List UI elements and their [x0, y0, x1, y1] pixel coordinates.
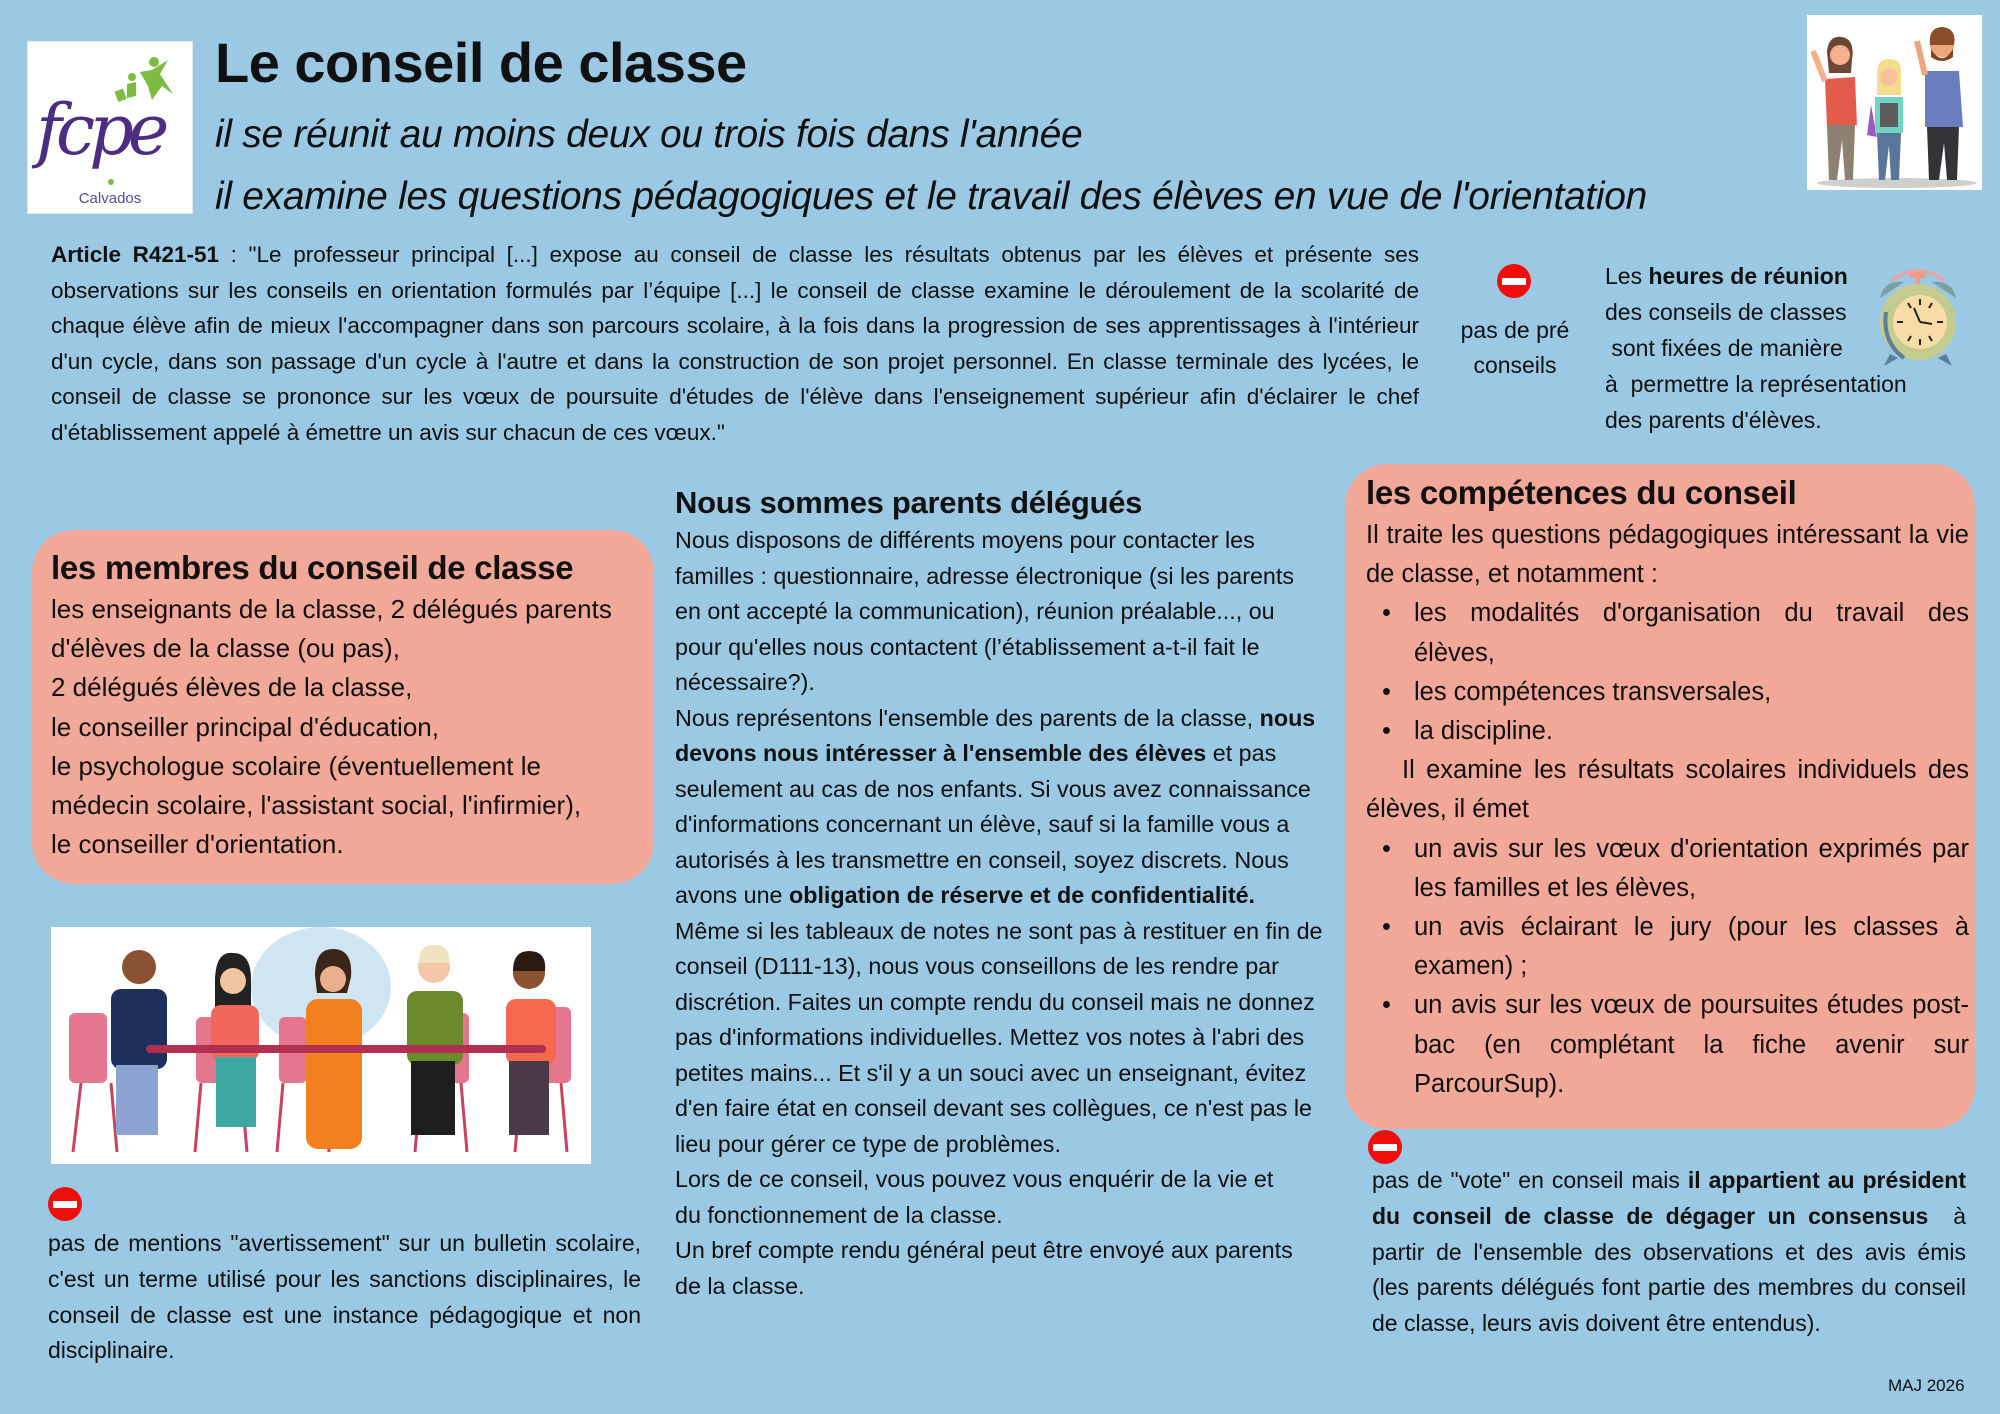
meeting-hours-line: des conseils de classes	[1605, 299, 1847, 325]
subtitle-frequency: il se réunit au moins deux ou trois fois dans l'année	[215, 113, 1083, 156]
article-r421-51-quote	[51, 237, 1419, 451]
council-members-title: les membres du conseil de classe	[51, 549, 574, 586]
parent-delegates-section	[675, 483, 1325, 1304]
council-members-list	[51, 590, 640, 864]
paragraph-class-life: Lors de ce conseil, vous pouvez vous enquérir de la vie et du fonctionnement de la classe.	[675, 1166, 1274, 1228]
paragraph-report: Un bref compte rendu général peut être envoyé aux parents de la classe.	[675, 1237, 1293, 1299]
text: Même si les tableaux de notes ne sont pas à restituer en fin de conseil (D111-13), nous vous conseillons de les rendre par discrétion. Faites un compte rendu du conseil mais ne donnez pas d'informations individuelles. Mettez vos notes à l'abri des petites mains... Et s'il y a un souci avec un enseignant, évitez d'en faire état en conseil devant ses collègues, ce n'est pas le lieu pour gérer ce type de problèmes.	[675, 917, 1323, 1157]
no-pre-council-note	[1445, 313, 1585, 383]
note-line: pas de pré	[1460, 317, 1570, 343]
text: et pas seulement au cas de nos enfants. Si vous avez connaissance d'informations concernant un élève, sauf si la famille vous a autorisés à les transmettre en conseil, soyez discrets. Nous avons une	[675, 740, 1311, 908]
no-entry-icon	[1368, 1130, 1402, 1164]
paragraph-representation	[675, 701, 1325, 1163]
parents-student-illustration	[1807, 15, 1982, 190]
bold-text: il appartient au président du conseil de classe de dégager un consensus	[1372, 1167, 1967, 1229]
article-text: : "Le professeur principal [...] expose au conseil de classe les résultats obtenus par les élèves et présente ses observations sur les conseils en orientation formulés par l’équipe [...] le conseil de classe examine le déroulement de la scolarité de chaque élève afin de mieux l'accompagner dans son parcours scolaire, à la fois dans la progression de ses apprentissages à l'intérieur d'un cycle, dans son passage d'un cycle à l'autre et dans la construction de son projet personnel. En classe terminale des lycées, le conseil de classe se prononce sur les vœux de poursuite d'études de l'élève dans l'enseignement supérieur afin d'éclairer le chef d'établissement appelé à émettre un avis sur chacun de ces vœux."	[51, 242, 1419, 445]
list-item: • un avis sur les vœux de poursuites études post-bac (en complétant la fiche avenir sur ParcourSup).	[1366, 986, 1969, 1104]
member-line: d'élèves de la classe (ou pas),	[51, 633, 400, 664]
paragraph-contact: Nous disposons de différents moyens pour contacter les familles : questionnaire, adresse électronique (si les parents en ont accepté la communication), réunion préalable..., ou pour qu'elles nous contactent (l’établissement a-t-il fait le nécessaire?).	[675, 527, 1294, 695]
parent-delegates-title: Nous sommes parents délégués	[675, 485, 1143, 520]
meeting-hours-bold: heures de réunion	[1648, 263, 1848, 289]
meeting-hours-line: des parents d'élèves.	[1605, 407, 1822, 433]
text: pas de "vote" en conseil mais	[1372, 1167, 1688, 1193]
list-item: • un avis éclairant le jury (pour les classes à examen) ;	[1366, 908, 1969, 986]
council-members-box	[32, 530, 654, 884]
competences-intro: Il traite les questions pédagogiques intéressant la vie de classe, et notamment :	[1366, 521, 1969, 589]
meeting-hours-line: à permettre la représentation	[1605, 371, 1907, 397]
meeting-hours-line: sont fixées de manière	[1605, 335, 1843, 361]
no-entry-icon	[48, 1187, 82, 1221]
competences-list	[1366, 594, 1969, 751]
member-line: les enseignants de la classe, 2 délégués parents	[51, 594, 612, 624]
fcpe-logo	[27, 41, 193, 214]
meeting-illustration-icon	[51, 927, 591, 1164]
council-meeting-illustration	[51, 927, 591, 1164]
opinions-list	[1366, 830, 1969, 1104]
subtitle-purpose: il examine les questions pédagogiques et le travail des élèves en vue de l'orientation	[215, 175, 1648, 218]
member-line: le conseiller d'orientation.	[51, 829, 344, 860]
logo-subtitle: Calvados	[78, 190, 142, 207]
council-competences-box	[1345, 464, 1975, 1129]
parent-delegates-text	[675, 523, 1325, 1304]
member-line: 2 délégués élèves de la classe,	[51, 672, 413, 703]
list-item: • les modalités d'organisation du travail des élèves,	[1366, 594, 1969, 672]
member-line: médecin scolaire, l'assistant social, l'infirmier),	[51, 790, 582, 821]
competences-mid: Il examine les résultats scolaires individuels des élèves, il émet	[1366, 756, 1969, 824]
no-entry-icon	[1497, 264, 1531, 298]
council-competences-title: les compétences du conseil	[1366, 474, 1797, 511]
council-competences-text	[1366, 516, 1969, 1104]
no-warning-note: pas de mentions "avertissement" sur un bulletin scolaire, c'est un terme utilisé pour les sanctions disciplinaires, le conseil de classe est une instance pédagogique et non disciplinaire.	[48, 1230, 641, 1364]
text: Les	[1605, 263, 1649, 289]
fcpe-logo-icon	[28, 42, 194, 192]
list-item: • les compétences transversales,	[1366, 673, 1969, 712]
list-item: • la discipline.	[1366, 712, 1969, 751]
note-line: conseils	[1473, 352, 1557, 378]
people-illustration-icon	[1807, 15, 1982, 190]
text: à partir de l'ensemble des observations et des avis émis (les parents délégués font partie des membres du conseil de classe, leurs avis doivent être entendus).	[1372, 1202, 1973, 1337]
article-reference: Article R421-51	[51, 242, 219, 267]
alarm-clock-icon	[1874, 262, 1962, 368]
text: Nous représentons l'ensemble des parents de la classe,	[675, 704, 1260, 731]
bold-text: nous devons nous intéresser à l'ensemble des élèves	[675, 704, 1316, 766]
member-line: le conseiller principal d'éducation,	[51, 711, 439, 742]
member-line: le psychologue scolaire (éventuellement le	[51, 750, 541, 781]
no-vote-note	[1372, 1163, 1973, 1342]
bold-text: obligation de réserve et de confidentialité.	[788, 882, 1256, 908]
list-item: • un avis sur les vœux d'orientation exprimés par les familles et les élèves,	[1366, 830, 1969, 908]
page-title: Le conseil de classe	[215, 31, 747, 94]
svg-text:fcpe: fcpe	[36, 89, 164, 171]
update-date: MAJ 2026	[1888, 1376, 1965, 1395]
